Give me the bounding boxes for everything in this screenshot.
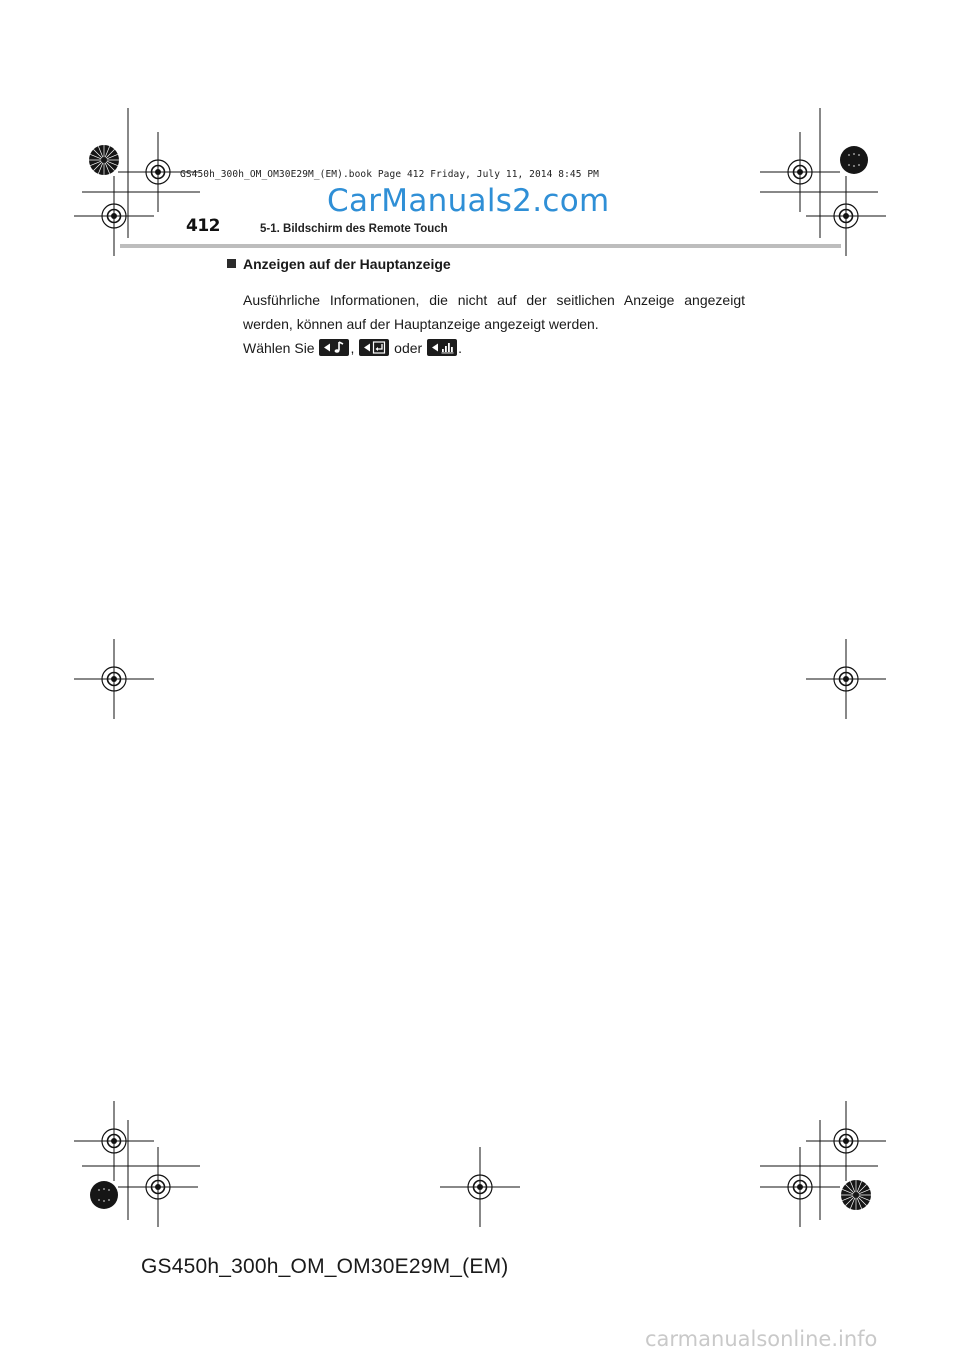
select-instruction <box>243 336 745 360</box>
comma-separator: , <box>350 340 355 356</box>
footer-document-code: GS450h_300h_OM_OM30E29M_(EM) <box>141 1255 509 1278</box>
header-rule <box>120 244 841 248</box>
level-bars-icon <box>427 339 457 356</box>
watermark: CarManuals2.com <box>327 183 610 219</box>
select-prefix: Wählen Sie <box>243 340 315 356</box>
audio-note-icon <box>319 339 349 356</box>
return-arrow-icon <box>359 339 389 356</box>
section-heading <box>227 256 451 272</box>
print-info: GS450h_300h_OM_OM30E29M_(EM).book Page 412 Friday, July 11, 2014 8:45 PM <box>180 169 600 180</box>
body-paragraph: Ausführliche Informationen, die nicht auf der seitlichen Anzeige angezeigt werden, können auf der Hauptanzeige angezeigt werden. <box>243 292 745 332</box>
end-period: . <box>458 340 462 356</box>
section-title: 5-1. Bildschirm des Remote Touch <box>260 223 448 235</box>
or-separator: oder <box>394 340 423 356</box>
page-number: 412 <box>186 216 220 236</box>
footer-site: carmanualsonline.info <box>645 1327 878 1351</box>
heading-text: Anzeigen auf der Hauptanzeige <box>243 256 451 272</box>
square-bullet-icon <box>227 259 236 268</box>
